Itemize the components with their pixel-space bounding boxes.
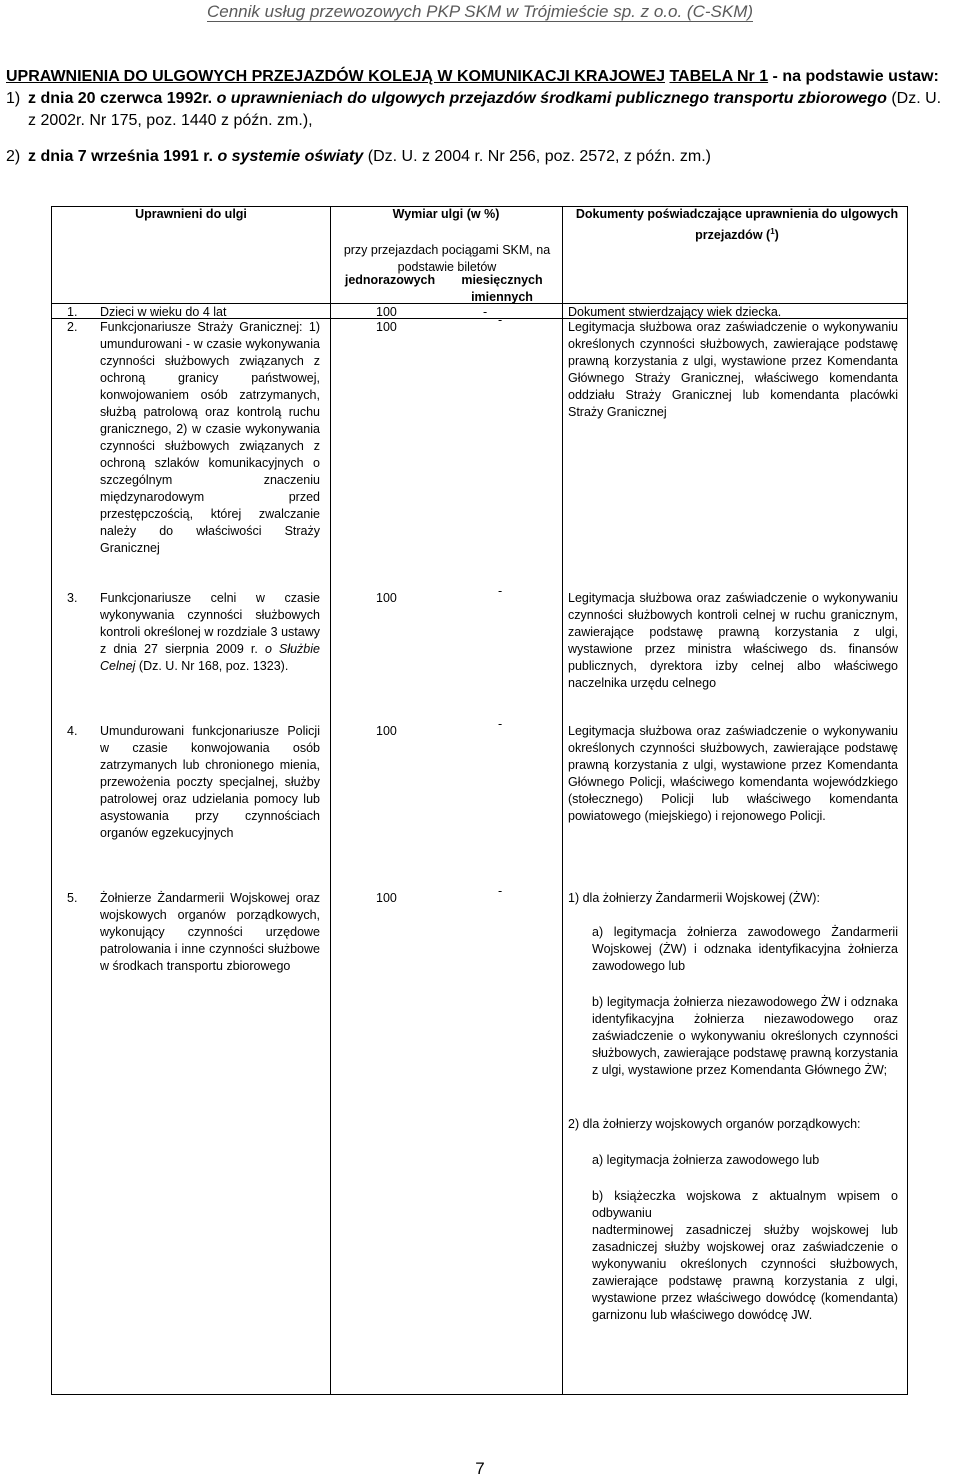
row-1-who: Dzieci w wieku do 4 lat (100, 305, 227, 319)
table-number: TABELA Nr 1 (669, 68, 769, 85)
law-1-ref: (Dz. U. z 2002r. Nr 175, poz. 1440 z późn. zm.), (28, 90, 942, 129)
row-1-single: 100 (376, 305, 397, 319)
row-5-docs-2: 2) dla żołnierzy wojskowych organów porządkowych: (568, 1117, 861, 1131)
row-3-who (100, 590, 320, 675)
row-3-docs: Legitymacja służbowa oraz zaświadczenie o wykonywaniu czynności służbowych kontroli celnej w ruchu granicznym, zawierające podstawę prawną korzystania z ulgi, wystawione przez ministra właściwego ds. finansów publicznych, dyrektora izby celnej albo właściwego naczelnika urzędu celnego (568, 591, 898, 690)
row-2-who: Funkcjonariusze Straży Granicznej: 1) umundurowani - w czasie wykonywania czynności służbowych związanych z ochroną granicy państwowej, konwojowaniem osób zatrzymanych, służbą patrolową oraz kontrolą ruchu granicznego, 2) w czasie wykonywania czynności służbowych związanych z ochroną szlaków komunikacyjnych o szczególnym znaczeniu międzynarodowym przed przestępczością, której zwalczanie należy do właściwości Straży Granicznej (100, 320, 320, 555)
row-4-num: 4. (67, 724, 78, 738)
row-5-docs-1b: b) legitymacja żołnierza niezawodowego ŻW i odznaka identyfikacyjna żołnierza niezawodowego oraz zaświadczenie o wykonywaniu określonych czynności służbowych, zawierające podstawę prawną korzystania z ulgi, wystawione przez Komendanta Głównego ŻW; (592, 995, 898, 1077)
footnote-ref: 1 (770, 227, 775, 236)
document-header-text: Cennik usług przewozowych PKP SKM w Trójmieście sp. z o.o. (C-SKM) (206, 2, 754, 21)
col-docs-header-text: Dokumenty poświadczające uprawnienia do ulgowych przejazdów ( (575, 207, 899, 243)
row-2-monthly: - (498, 313, 503, 327)
table-title (6, 66, 950, 88)
row-3-who-text: Funkcjonariusze celni w czasie wykonywania czynności służbowych kontroli określonej w rozdziale 3 ustawy z dnia 27 sierpnia 2009 r. (100, 591, 320, 656)
law-2-number: 2) (6, 148, 21, 165)
col-docs-header-close: ) (774, 228, 779, 243)
law-2-title: o systemie oświaty (217, 148, 364, 165)
row-1-num: 1. (67, 305, 78, 319)
row-4-single: 100 (376, 724, 397, 738)
row-3-single: 100 (376, 591, 397, 605)
law-1-number: 1) (6, 90, 21, 107)
row-4-docs: Legitymacja służbowa oraz zaświadczenie o wykonywaniu określonych czynności służbowych, zawierające podstawę prawną korzystania z ulgi, wystawione przez Komendanta Głównego Policji, właściwego komendanta wojewódzkiego (stołecznego) Policji lub właściwego komendanta powiatowego (miejskiego) i rejonowego Policji. (568, 724, 898, 823)
row-5-num: 5. (67, 891, 78, 905)
row-4-monthly: - (498, 717, 503, 731)
title-underlined: UPRAWNIENIA DO ULGOWYCH PRZEJAZDÓW KOLEJĄ W KOMUNIKACJI KRAJOWEJ (6, 68, 665, 85)
row-5-docs-1: 1) dla żołnierzy Żandarmerii Wojskowej (ŻW): (568, 891, 820, 905)
row-5-who: Żołnierze Żandarmerii Wojskowej oraz wojskowych organów porządkowych, wykonujący czynności urzędowe patrolowania i inne czynności służbowe w środkach transportu zbiorowego (100, 891, 320, 973)
monthly-ticket-header: miesięcznych imiennych (461, 273, 543, 304)
concessions-table (51, 206, 908, 1395)
col-who-header: Uprawnieni do ulgi (135, 207, 247, 221)
document-header (0, 0, 960, 22)
intro-section (6, 66, 950, 168)
row-3-who-ref: (Dz. U. Nr 168, poz. 1323). (138, 659, 289, 673)
row-5-monthly: - (498, 884, 503, 898)
row-5-single: 100 (376, 891, 397, 905)
row-5-docs-2b-line1: b) książeczka wojskowa z aktualnym wpisem o odbywaniu (592, 1189, 898, 1220)
row-5-docs-1a: a) legitymacja żołnierza zawodowego Żandarmerii Wojskowej (ŻW) i odznaka identyfikacyjna żołnierza zawodowego lub (592, 925, 898, 973)
law-1-title: o uprawnieniach do ulgowych przejazdów środkami publicznego transportu zbiorowego (216, 90, 887, 107)
row-4-who: Umundurowani funkcjonariusze Policji w czasie konwojowania osób zatrzymanych lub chronionego mienia, przewożenia poczty specjalnej, służby patrolowej oraz udzielania pomocy lub asystowania przy czynnościach organów egzekucyjnych (100, 724, 320, 840)
discount-subheader: przy przejazdach pociągami SKM, na podstawie biletów (343, 243, 551, 274)
row-3-monthly: - (498, 584, 503, 598)
law-1-date: z dnia 20 czerwca 1992r. (28, 90, 213, 107)
row-2-single: 100 (376, 320, 397, 334)
row-5-docs-2b: nadterminowej zasadniczej służby wojskowej lub zasadniczej służby wojskowej oraz zaświadczenie o wykonywaniu określonych czynności służbowych, zawierające podstawę prawną korzystania z ulgi, wystawione przez właściwego dowódcę (komendanta) garnizonu lub właściwego dowódcę JW. (592, 1223, 898, 1322)
page-number: 7 (475, 1459, 485, 1478)
law-2-date: z dnia 7 września 1991 r. (28, 148, 213, 165)
row-3-num: 3. (67, 591, 78, 605)
row-2-docs: Legitymacja służbowa oraz zaświadczenie o wykonywaniu określonych czynności służbowych, zawierające podstawę prawną korzystania z ulgi, wystawione przez Komendanta Głównego Straży Granicznej, właściwego komendanta oddziału Straży Granicznej lub komendanta placówki Straży Granicznej (568, 320, 898, 419)
col-docs-header (572, 206, 902, 244)
single-ticket-header: jednorazowych (344, 273, 436, 287)
row-5-docs-2a: a) legitymacja żołnierza zawodowego lub (592, 1153, 820, 1167)
law-2-ref: (Dz. U. z 2004 r. Nr 256, poz. 2572, z późn. zm.) (367, 148, 711, 165)
row-1-monthly: - (483, 305, 488, 319)
row-1-docs: Dokument stwierdzający wiek dziecka. (568, 305, 782, 319)
law-2 (6, 146, 950, 168)
title-rest: - na podstawie ustaw: (768, 68, 939, 85)
col-discount-header: Wymiar ulgi (w %) (392, 207, 500, 221)
law-1 (6, 88, 950, 132)
row-2-num: 2. (67, 320, 78, 334)
row-3-who-act: o Służbie Celnej (100, 642, 320, 673)
